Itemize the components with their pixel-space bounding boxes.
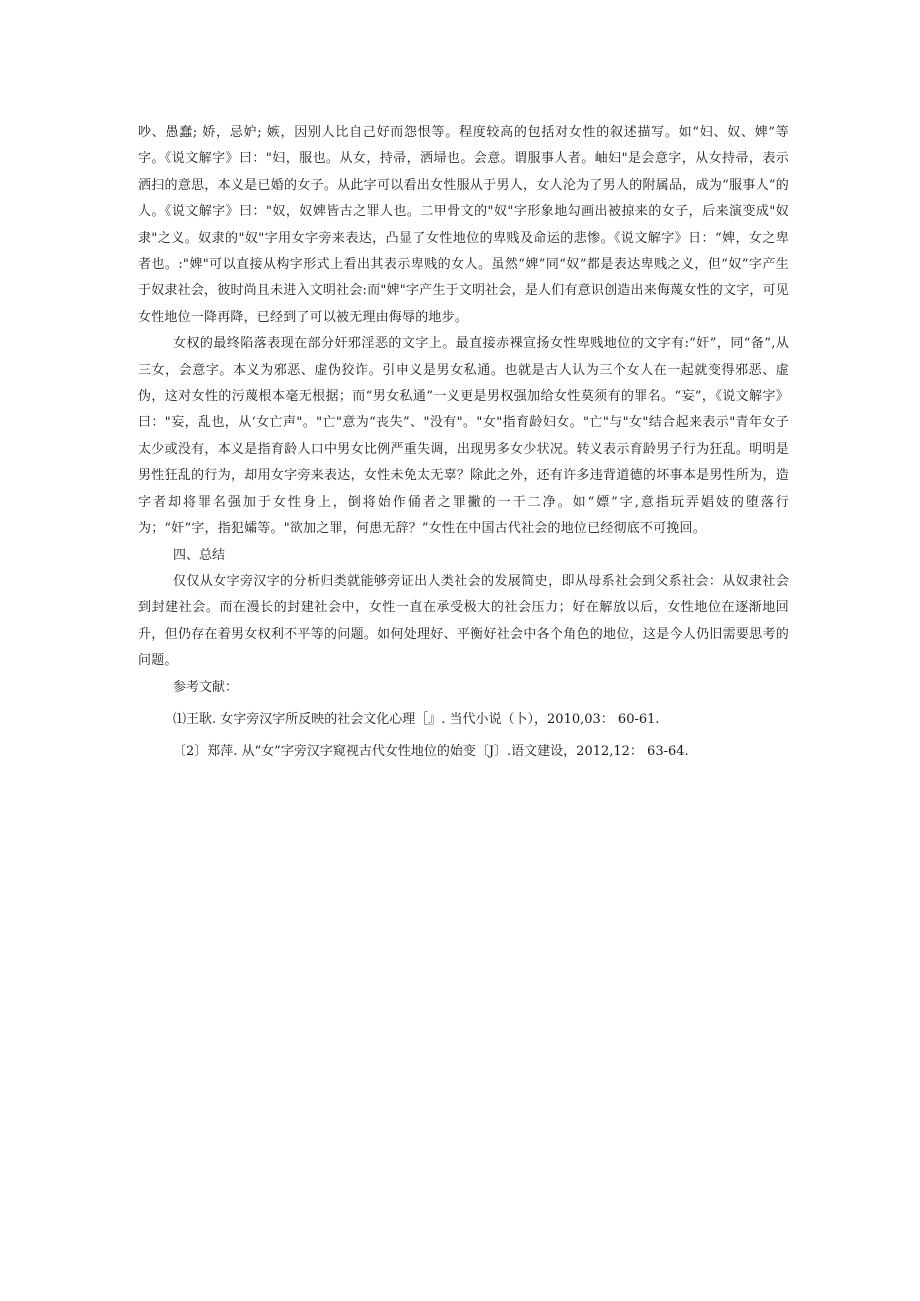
reference-item-2: 〔2〕郑萍. 从“女”字旁汉字窥视古代女性地位的始变〔J〕.语文建设，2012,12： 63-64. [173, 743, 689, 759]
conclusion-paragraph: 仅仅从女字旁汉字的分析归类就能够旁证出人类社会的发展简史，即从母系社会到父系社会：从奴隶社会到封建社会。而在漫长的封建社会中，女性一直在承受极大的社会压力；好在解放以后，女性地位在逐渐地回升，但仍存在着男女权利不平等的问题。如何处理好、平衡好社会中各个角色的地位，这是今人仍旧需要思考的问题。 [138, 573, 789, 669]
references-title: 参考文献： [173, 679, 239, 695]
reference-item-1: ⑴王耿. 女字旁汉字所反映的社会文化心理［』. 当代小说（卜），2010,03： 60-61. [173, 711, 660, 727]
section-heading-conclusion: 四、总结 [173, 547, 226, 563]
document-page [138, 120, 789, 765]
body-paragraph-2: 女权的最终陷落表现在部分奸邪淫恶的文字上。最直接赤裸宣扬女性卑贱地位的文字有:“奸”，同“备”,从三女，会意字。本义为邪恶、虚伪狡诈。引申义是男女私通。也就是古人认为三个女人在一起就变得邪恶、虚伪，这对女性的污蔑根本毫无根据；而“男女私通”一义更是男权强加给女性莫须有的罪名。“妄”，《说文解字》曰："妄，乱也，从‘女亡声"。"亡"意为“丧失”、"没有"。"女"指育龄妇女。"亡"与"女"结合起来表示"青年女子太少或没有，本义是指育龄人口中男女比例严重失调，出现男多女少状况。转义表示育龄男子行为狂乱。明明是男性狂乱的行为，却用女字旁来表达，女性未免太无辜？除此之外，还有许多违背道德的坏事本是男性所为，造字者却将罪名强加于女性身上，倒将始作俑者之罪撇的一干二净。如“嫖”字,意指玩弄娼妓的堕落行为；“奸”字，指犯孀等。"欲加之罪，何患无辞？”女性在中国古代社会的地位已经彻底不可挽回。 [138, 336, 789, 537]
body-paragraph-1: 吵、愚蠢; 娇，忌妒; 嫉，因别人比自己好而怨恨等。程度较高的包括对女性的叙述描写。如“妇、奴、婢”等字。《说文解字》曰："妇，服也。从女，持帚，洒埽也。会意。谓服事人者。岫妇"是会意字，从女持帚，表示洒扫的意思，本义是已婚的女子。从此字可以看出女性服从于男人，女人沦为了男人的附属品，成为“服事人”的人。《说文解字》曰："奴，奴婢皆古之罪人也。二甲骨文的"奴"字形象地勾画出被掠来的女子，后来演变成"奴隶"之义。奴隶的"奴"字用女字旁来表达，凸显了女性地位的卑贱及命运的悲惨。《说文解字》日：“婢，女之卑者也。:"婢"可以直接从构字形式上看出其表示卑贱的女人。虽然“婢”同“奴”都是表达卑贱之义，但“奴”字产生于奴隶社会，彼时尚且未进入文明社会:而"婢"字产生于文明社会，是人们有意识创造出来侮蔑女性的文字，可见女性地位一降再降，已经到了可以被无理由侮辱的地步。 [138, 125, 789, 325]
